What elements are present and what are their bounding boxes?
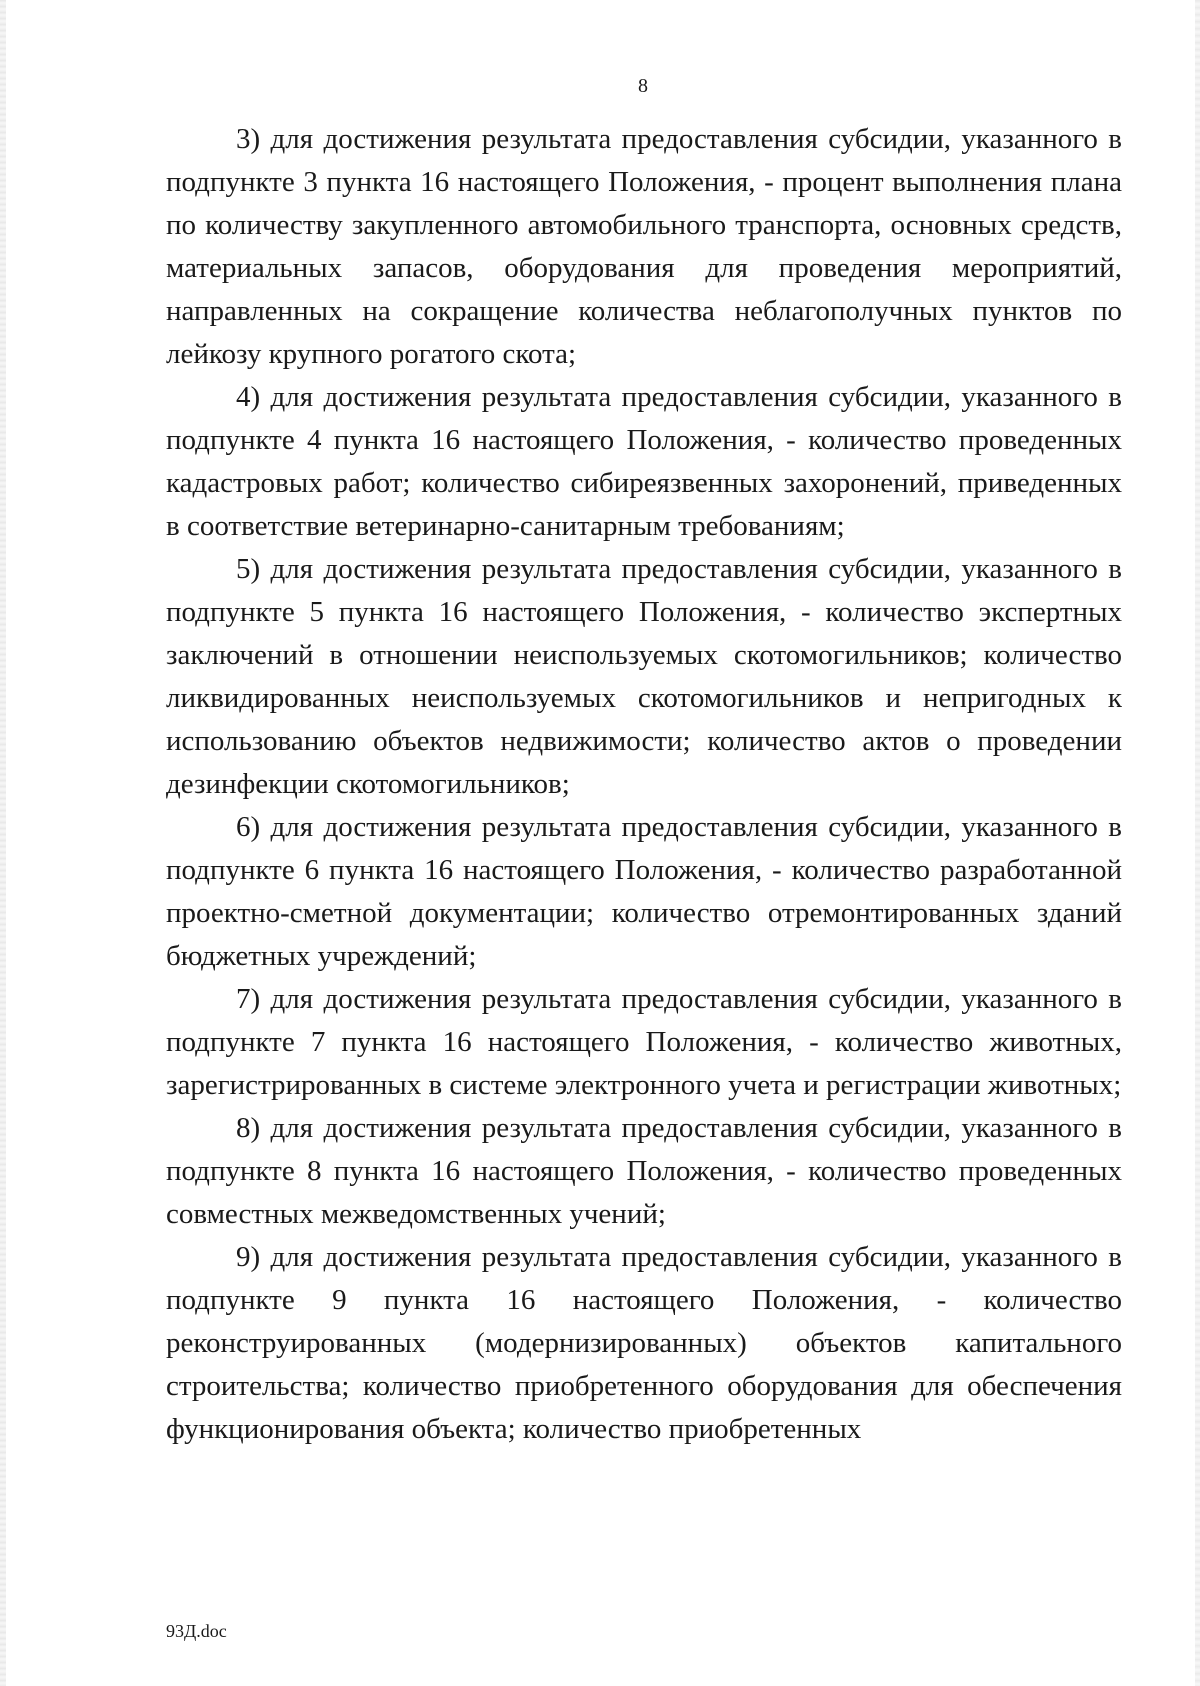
paragraph-item-5: 5) для достижения результата предоставления субсидии, указанного в подпункте 5 пункта 16 настоящего Положения, - количество экспертных заключений в отношении неиспользуемых скотомогильников; количество ликвидированных неиспользуемых скотомогильников и непригодных к использованию объектов недвижимости; количество актов о проведении дезинфекции скотомогильников; [166,553,1122,800]
scan-edge-right [1195,0,1200,1686]
page-number: 8 [638,75,648,97]
scan-edge-left [0,0,6,1686]
paragraph-item-8: 8) для достижения результата предоставления субсидии, указанного в подпункте 8 пункта 16 настоящего Положения, - количество проведенных совместных межведомственных учений; [166,1112,1122,1230]
paragraph-item-7: 7) для достижения результата предоставления субсидии, указанного в подпункте 7 пункта 16 настоящего Положения, - количество животных, зарегистрированных в системе электронного учета и регистрации животных; [166,983,1122,1101]
paragraph-item-9: 9) для достижения результата предоставления субсидии, указанного в подпункте 9 пункта 16 настоящего Положения, - количество реконструированных (модернизированных) объектов капитального строительства; количество приобретенного оборудования для обеспечения функционирования объекта; количество приобретенных [166,1241,1122,1445]
paragraph-item-4: 4) для достижения результата предоставления субсидии, указанного в подпункте 4 пункта 16 настоящего Положения, - количество проведенных кадастровых работ; количество сибиреязвенных захоронений, приведенных в соответствие ветеринарно-санитарным требованиям; [166,381,1122,542]
footer-filename: 93Д.doc [166,1621,227,1641]
document-body [166,118,1122,1451]
paragraph-item-6: 6) для достижения результата предоставления субсидии, указанного в подпункте 6 пункта 16 настоящего Положения, - количество разработанной проектно-сметной документации; количество отремонтированных зданий бюджетных учреждений; [166,811,1122,972]
paragraph-item-3: 3) для достижения результата предоставления субсидии, указанного в подпункте 3 пункта 16 настоящего Положения, - процент выполнения плана по количеству закупленного автомобильного транспорта, основных средств, материальных запасов, оборудования для проведения мероприятий, направленных на сокращение количества неблагополучных пунктов по лейкозу крупного рогатого скота; [166,123,1122,370]
